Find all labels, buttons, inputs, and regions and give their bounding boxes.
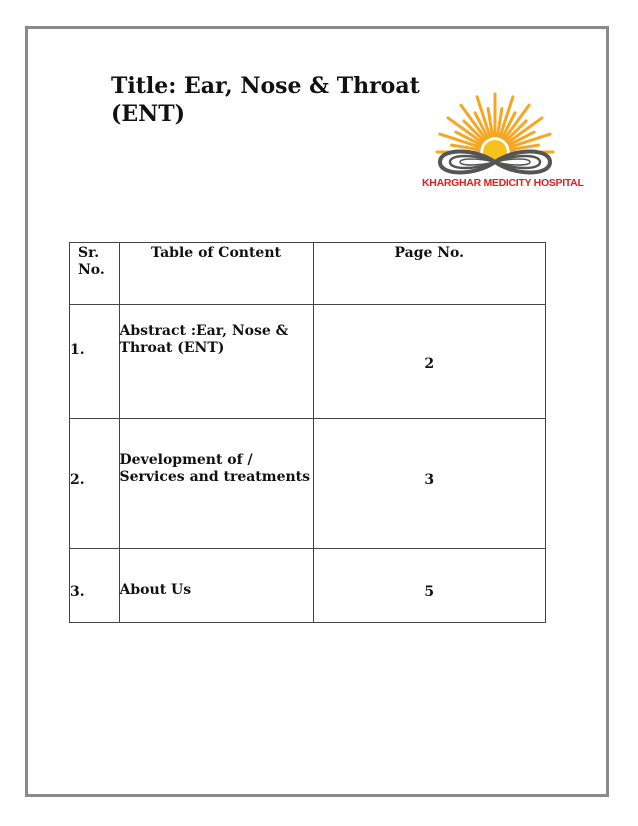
header-page-no: Page No. [313, 243, 546, 305]
table-of-contents [69, 242, 546, 623]
row-3-content: About Us [119, 549, 313, 623]
table-row [70, 549, 546, 623]
row-2-content: Development of / Services and treatments [119, 419, 313, 549]
table-row [70, 419, 546, 549]
row-1-sr: 1. [70, 305, 120, 419]
row-3-page: 5 [313, 549, 546, 623]
title-line-2: (ENT) [111, 101, 186, 127]
row-1-content: Abstract :Ear, Nose & Throat (ENT) [119, 305, 313, 419]
document-title [111, 72, 431, 128]
table-row [70, 305, 546, 419]
table-header-row [70, 243, 546, 305]
header-table-of-content: Table of Content [119, 243, 313, 305]
hospital-name: KHARGHAR MEDICITY HOSPITAL [422, 177, 584, 189]
row-3-sr: 3. [70, 549, 120, 623]
row-1-page: 2 [313, 305, 546, 419]
row-2-sr: 2. [70, 419, 120, 549]
title-line-1: Title: Ear, Nose & Throat [111, 73, 420, 99]
header-sr-no: Sr. No. [70, 243, 120, 305]
row-2-page: 3 [313, 419, 546, 549]
